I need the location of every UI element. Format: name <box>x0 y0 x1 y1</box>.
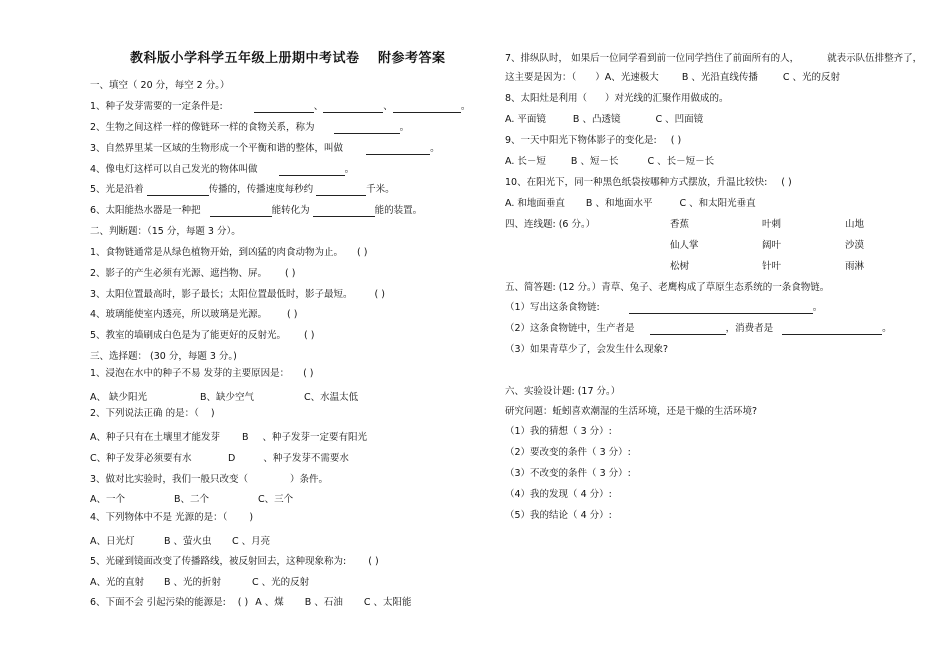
match-left-item[interactable]: 香蕉 <box>670 219 690 230</box>
match-left-item[interactable]: 松树 <box>670 261 690 272</box>
choice-question-9: 9、一天中阳光下物体影子的变化是: ( ) <box>505 135 682 146</box>
choice-2-option-b: B 、种子发芽一定要有阳光 <box>242 432 368 443</box>
choice-question-1: 1、浸泡在水中的种子不易 发芽的主要原因是： ( ) <box>90 368 314 379</box>
fill-question-5: 5、光是沿着 传播的，传播速度每秒约 千米。 <box>90 184 395 195</box>
fill-question-1: 1、种子发芽需要的一定条件是: 、 、 。 <box>90 101 471 112</box>
choice-question-7-line2: 这主要是因为：（ ）A、光速极大 B 、光沿直线传播 C 、光的反射 <box>505 72 841 83</box>
judge-question-3: 3、太阳位置最高时，影子最长；太阳位置最低时，影子最短。 ( ) <box>90 289 385 300</box>
exam-title-suffix: 附参考答案 <box>378 51 446 66</box>
answer-blank[interactable] <box>393 102 461 113</box>
choice-1-option-c: C、水温太低 <box>304 392 359 403</box>
answer-blank[interactable] <box>313 206 375 217</box>
experiment-item-5: （5）我的结论（ 4 分）: <box>505 510 612 521</box>
choice-4-option-a: A、日光灯 <box>90 536 135 547</box>
experiment-item-3: （3）不改变的条件（ 3 分）: <box>505 468 631 479</box>
answer-blank[interactable] <box>629 303 813 314</box>
fill-question-2: 2、生物之间这样一样的像链环一样的食物关系，称为 。 <box>90 122 410 133</box>
experiment-intro: 研究问题：蚯蚓喜欢潮湿的生活环境，还是干燥的生活环境? <box>505 406 758 417</box>
choice-3-option-b: B、二个 <box>174 494 210 505</box>
section-3-heading: 三、选择题： (30 分，每题 3 分。) <box>90 351 237 362</box>
choice-2-option-d: D 、种子发芽不需要水 <box>228 453 349 464</box>
choice-question-8: 8、太阳灶是利用（ ）对光线的汇聚作用做成的。 <box>505 93 729 104</box>
answer-blank[interactable] <box>323 102 383 113</box>
choice-9-options: A. 长－短 B 、短－长 C 、长－短－长 <box>505 156 715 167</box>
answer-blank[interactable] <box>782 324 882 335</box>
section-2-heading: 二、判断题：（15 分，每题 3 分）。 <box>90 226 241 237</box>
answer-blank[interactable] <box>334 123 400 134</box>
choice-10-options: A. 和地面垂直 B 、和地面水平 C 、和太阳光垂直 <box>505 198 756 209</box>
choice-2-option-a: A、种子只有在土壤里才能发芽 <box>90 432 220 443</box>
exam-title: 教科版小学科学五年级上册期中考试卷 <box>130 51 360 66</box>
experiment-item-2: （2）要改变的条件（ 3 分）: <box>505 447 631 458</box>
choice-5-option-c: C 、光的反射 <box>252 577 310 588</box>
fill-question-6: 6、太阳能热水器是一种把 能转化为 能的装置。 <box>90 205 423 216</box>
fill-question-3: 3、自然界里某一区域的生物形成一个平衡和谐的整体，叫做 。 <box>90 143 440 154</box>
fill-question-4: 4、像电灯这样可以自己发光的物体叫做 。 <box>90 164 355 175</box>
choice-question-5: 5、光碰到镜面改变了传播路线，被反射回去，这种现象称为: ( ) <box>90 556 379 567</box>
match-middle-item[interactable]: 针叶 <box>762 261 782 272</box>
match-left-item[interactable]: 仙人掌 <box>670 240 699 251</box>
choice-3-option-c: C、三个 <box>258 494 294 505</box>
experiment-item-1: （1）我的猜想（ 3 分）: <box>505 426 612 437</box>
short-question-2: （2）这条食物链中，生产者是 ，消费者是 。 <box>505 323 892 334</box>
choice-question-10: 10、在阳光下，同一种黑色纸袋按哪种方式摆放，升温比较快: ( ) <box>505 177 792 188</box>
choice-3-option-a: A、一个 <box>90 494 125 505</box>
answer-blank[interactable] <box>147 185 209 196</box>
judge-question-1: 1、食物链通常是从绿色植物开始，到凶猛的肉食动物为止。 ( ) <box>90 247 368 258</box>
match-right-item[interactable]: 雨淋 <box>845 261 865 272</box>
choice-question-6: 6、下面不会 引起污染的能源是: ( ) A 、煤 B 、石油 C 、太阳能 <box>90 597 412 608</box>
short-question-3: （3）如果青草少了，会发生什么现象? <box>505 344 669 355</box>
answer-blank[interactable] <box>366 144 430 155</box>
answer-blank[interactable] <box>316 185 366 196</box>
choice-4-option-c: C 、月亮 <box>232 536 271 547</box>
choice-5-option-b: B 、光的折射 <box>164 577 222 588</box>
answer-blank[interactable] <box>279 165 345 176</box>
short-question-1: （1）写出这条食物链: 。 <box>505 302 823 313</box>
choice-1-option-a: A、 缺少阳光 <box>90 392 148 403</box>
section-4-heading: 四、连线题: (6 分。） <box>505 219 596 230</box>
match-right-item[interactable]: 山地 <box>845 219 865 230</box>
experiment-item-4: （4）我的发现（ 4 分）: <box>505 489 612 500</box>
section-6-heading: 六、实验设计题: (17 分。） <box>505 386 621 397</box>
judge-question-5: 5、教室的墙刷成白色是为了能更好的反射光。 ( ) <box>90 330 315 341</box>
choice-2-option-c: C、种子发芽必须要有水 <box>90 453 192 464</box>
choice-question-2: 2、下列说法正确 的是：（ ) <box>90 408 215 419</box>
choice-5-option-a: A、光的直射 <box>90 577 144 588</box>
match-right-item[interactable]: 沙漠 <box>845 240 865 251</box>
choice-question-7-line1: 7、排纵队时， 如果后一位同学看到前一位同学挡住了前面所有的人， 就表示队伍排整齐了， <box>505 53 923 64</box>
choice-question-4: 4、下列物体中不是 光源的是：（ ) <box>90 512 254 523</box>
section-5-heading: 五、简答题: (12 分。）青草、兔子、老鹰构成了草原生态系统的一条食物链。 <box>505 282 830 293</box>
match-middle-item[interactable]: 阔叶 <box>762 240 782 251</box>
answer-blank[interactable] <box>210 206 272 217</box>
judge-question-2: 2、影子的产生必须有光源、遮挡物、屏。 ( ) <box>90 268 296 279</box>
answer-blank[interactable] <box>650 324 726 335</box>
choice-4-option-b: B 、萤火虫 <box>164 536 212 547</box>
answer-blank[interactable] <box>254 102 314 113</box>
judge-question-4: 4、玻璃能使室内透亮，所以玻璃是光源。 ( ) <box>90 309 298 320</box>
match-middle-item[interactable]: 叶刺 <box>762 219 782 230</box>
section-1-heading: 一、填空（ 20 分，每空 2 分。） <box>90 80 230 91</box>
choice-1-option-b: B、缺少空气 <box>200 392 255 403</box>
choice-question-3: 3、做对比实验时，我们一般只改变（ ）条件。 <box>90 474 329 485</box>
choice-8-options: A. 平面镜 B 、凸透镜 C 、凹面镜 <box>505 114 704 125</box>
